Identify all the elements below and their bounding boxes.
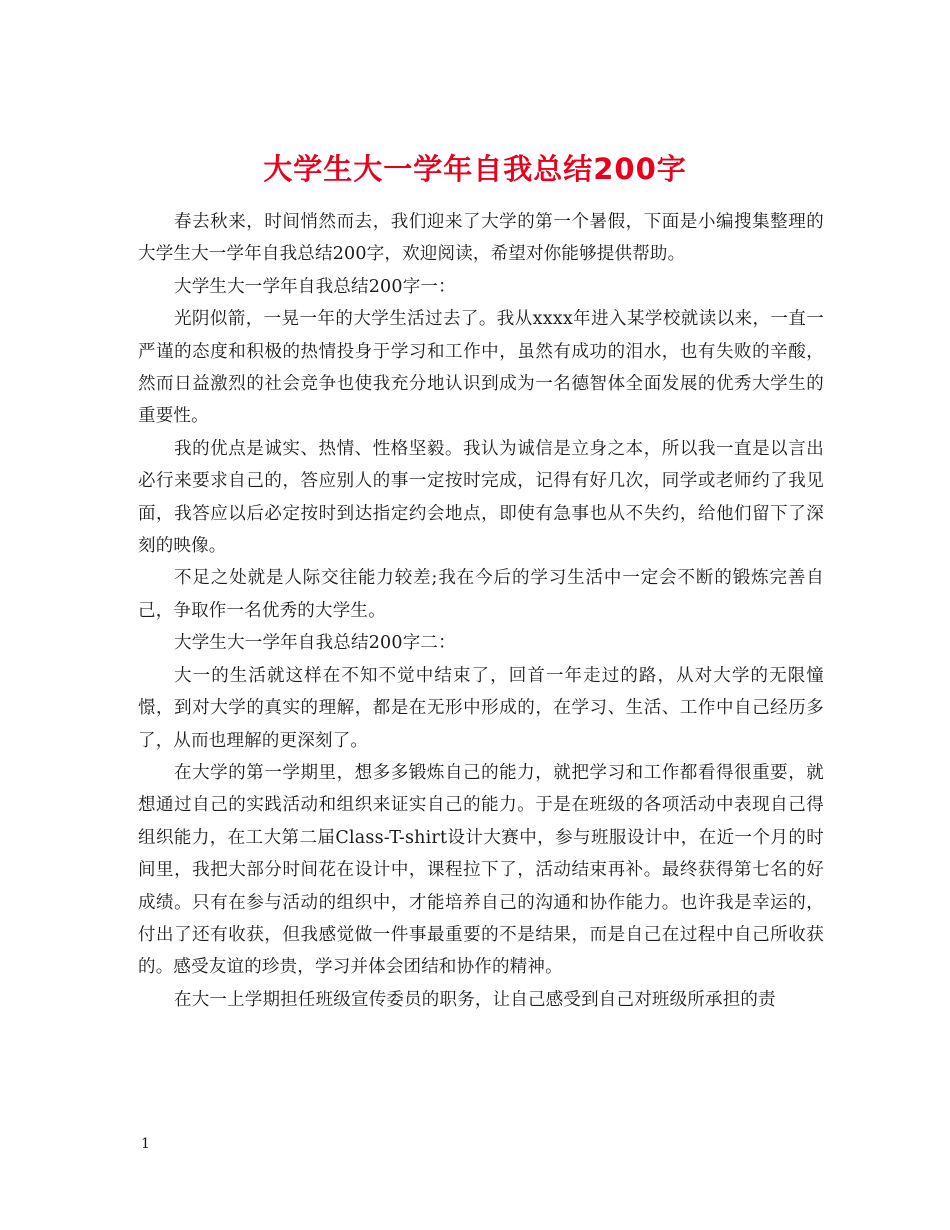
- paragraph: 在大一上学期担任班级宣传委员的职务，让自己感受到自己对班级所承担的责: [174, 989, 776, 1010]
- page-number: 1: [141, 1136, 150, 1152]
- paragraph: 大一的生活就这样在不知不觉中结束了，回首一年走过的路，从对大学的无限憧憬，到对大学的真实的理解，都是在无形中形成的，在学习、生活、工作中自己经历多了，从而也理解的更深刻了。: [138, 665, 824, 751]
- paragraph: 不足之处就是人际交往能力较差;我在今后的学习生活中一定会不断的锻炼完善自己，争取作一名优秀的大学生。: [138, 568, 824, 621]
- document-title: 大学生大一学年自我总结200字: [263, 152, 687, 187]
- paragraph: 在大学的第一学期里，想多多锻炼自己的能力，就把学习和工作都看得很重要，就想通过自己的实践活动和组织来证实自己的能力。于是在班级的各项活动中表现自己得组织能力，在工大第二届Class-T-shirt设计大赛中，参与班服设计中，在近一个月的时间里，我把大部分时间花在设计中，课程拉下了，活动结束再补。最终获得第七名的好成绩。只有在参与活动的组织中，才能培养自己的沟通和协作能力。也许我是幸运的，付出了还有收获，但我感觉做一件事最重要的不是结果，而是自己在过程中自己所收获的。感受友谊的珍贵，学习并体会团结和协作的精神。: [138, 762, 824, 978]
- document-body: [138, 206, 824, 1016]
- section-heading-two: 大学生大一学年自我总结200字二：: [174, 633, 456, 654]
- paragraph: 我的优点是诚实、热情、性格坚毅。我认为诚信是立身之本，所以我一直是以言出必行来要求自己的，答应别人的事一定按时完成，记得有好几次，同学或老师约了我见面，我答应以后必定按时到达指定约会地点，即使有急事也从不失约，给他们留下了深刻的映像。: [138, 438, 824, 557]
- paragraph-intro: 春去秋来，时间悄然而去，我们迎来了大学的第一个暑假，下面是小编搜集整理的大学生大一学年自我总结200字，欢迎阅读，希望对你能够提供帮助。: [138, 212, 824, 265]
- section-heading-one: 大学生大一学年自我总结200字一：: [174, 276, 456, 297]
- paragraph: 光阴似箭，一晃一年的大学生活过去了。我从xxxx年进入某学校就读以来，一直一严谨的态度和积极的热情投身于学习和工作中，虽然有成功的泪水，也有失败的辛酸，然而日益激烈的社会竞争也使我充分地认识到成为一名德智体全面发展的优秀大学生的重要性。: [138, 309, 824, 427]
